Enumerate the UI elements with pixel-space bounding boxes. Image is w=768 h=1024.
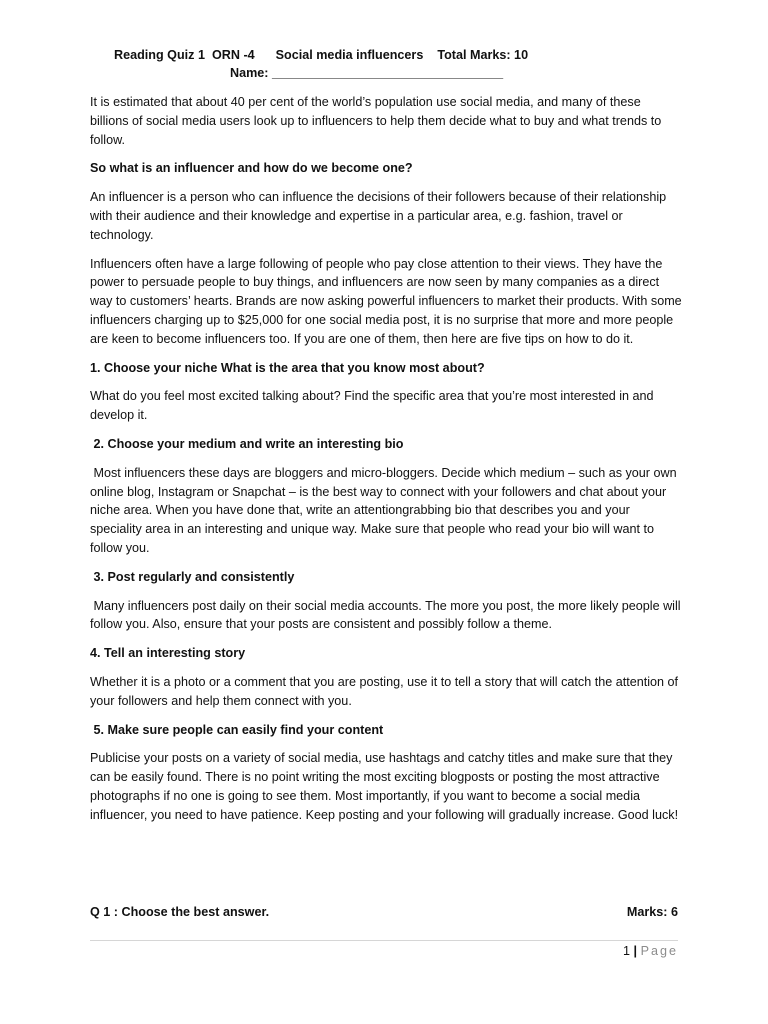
page-separator: | (633, 944, 638, 958)
question-1-row (90, 903, 678, 922)
section-heading: 1. Choose your niche What is the area that you know most about? (90, 360, 485, 375)
footer-divider (90, 940, 678, 941)
page-number: 1 (623, 944, 631, 958)
section-heading: 5. Make sure people can easily find your content (90, 722, 384, 737)
question-1-label: Q 1 : Choose the best answer. (90, 905, 270, 919)
passage-paragraph: Influencers often have a large following of people who pay close attention to their views. They have the power to persuade people to buy things, and influencers are now seen by many companies as a direct way to customers’ hearts. Brands are now asking powerful influencers to market their products. With some influencers charging up to $25,000 for one social media post, it is no surprise that more and more people are keen to become influencers too. If you are one of them, then here are five tips on how to do it. (90, 256, 686, 346)
passage-paragraph: Most influencers these days are bloggers and micro-bloggers. Decide which medium – such as your own online blog, Instagram or Snapchat – is the best way to connect with your followers and chat about your niche area. When you have done that, write an attentiongrabbing bio that describes you and your speciality area in an interesting and unique way. Make sure that people who read your bio will want to follow you. (90, 465, 681, 555)
reading-passage (90, 93, 686, 835)
page-footer (623, 942, 678, 961)
page-word: Page (640, 944, 678, 958)
passage-paragraph: Whether it is a photo or a comment that you are posting, use it to tell a story that will catch the attention of your followers and help them connect with you. (90, 674, 682, 708)
quiz-title: Reading Quiz 1 ORN -4 Social media influencers Total Marks: 10 (114, 48, 529, 62)
question-1-marks: Marks: 6 (626, 905, 678, 919)
section-heading: 2. Choose your medium and write an interesting bio (90, 436, 404, 451)
passage-paragraph: What do you feel most excited talking about? Find the specific area that you’re most interested in and develop it. (90, 389, 658, 423)
passage-paragraph: It is estimated that about 40 per cent of the world’s population use social media, and many of these billions of social media users look up to influencers to help them decide what to buy and what trends to follow. (90, 95, 665, 147)
section-heading: So what is an influencer and how do we become one? (90, 161, 413, 176)
passage-paragraph: An influencer is a person who can influence the decisions of their followers because of their relationship with their audience and their knowledge and expertise in a particular area, e.g. fashion, travel or technology. (90, 190, 670, 242)
section-heading: 3. Post regularly and consistently (90, 569, 295, 584)
section-heading: 4. Tell an interesting story (90, 646, 246, 661)
passage-paragraph: Many influencers post daily on their social media accounts. The more you post, the more likely people will follow you. Also, ensure that your posts are consistent and possibly follow a theme. (90, 598, 685, 632)
name-field-line: Name: _________________________________ (230, 66, 504, 80)
passage-paragraph: Publicise your posts on a variety of social media, use hashtags and catchy titles and make sure that they can be easily found. There is no point writing the most exciting blogposts or posting the most attractive photographs if no one is going to see them. Most importantly, if you want to become a social media influencer, you need to have patience. Keep posting and your following will gradually increase. Good luck! (90, 751, 679, 822)
